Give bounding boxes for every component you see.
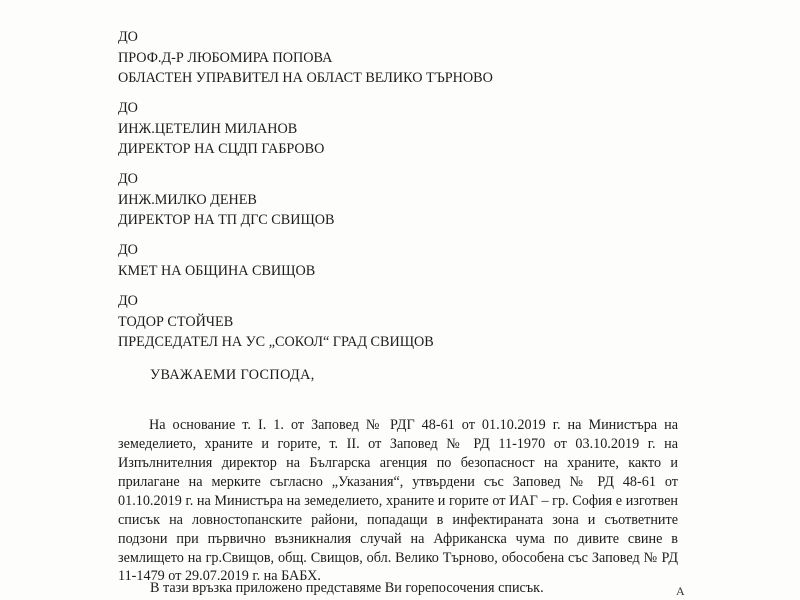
addressee-role: ДИРЕКТОР НА СЦДП ГАБРОВО: [118, 141, 325, 157]
addressee-block-hunting-chairman: [118, 291, 434, 353]
addressee-name: ИНЖ.МИЛКО ДЕНЕВ: [118, 191, 257, 208]
addressee-name: ПРОФ.Д-Р ЛЮБОМИРА ПОПОВА: [118, 49, 333, 66]
addressee-block-sctdp-director: [118, 98, 324, 160]
addressee-role: КМЕТ НА ОБЩИНА СВИЩОВ: [118, 262, 316, 279]
addressee-to-label: ДО: [118, 29, 138, 45]
addressee-block-mayor: [118, 240, 315, 281]
addressee-block-dgs-director: [118, 169, 335, 231]
letter-closing-line: В тази връзка приложено представяме Ви горепосочения списък.: [150, 580, 544, 596]
letter-greeting: УВАЖАЕМИ ГОСПОДА,: [150, 367, 315, 383]
addressee-to-label: ДО: [118, 100, 138, 116]
addressee-role: ОБЛАСТЕН УПРАВИТЕЛ НА ОБЛАСТ ВЕЛИКО ТЪРНОВО: [118, 70, 493, 86]
addressee-to-label: ДО: [118, 242, 138, 258]
addressee-block-regional-governor: [118, 27, 493, 89]
addressee-role: ДИРЕКТОР НА ТП ДГС СВИЩОВ: [118, 212, 335, 228]
addressee-name: ТОДОР СТОЙЧЕВ: [118, 313, 234, 330]
page-corner-mark: А: [676, 584, 685, 598]
addressee-role: ПРЕДСЕДАТЕЛ НА УС „СОКОЛ“ ГРАД СВИЩОВ: [118, 334, 434, 350]
addressee-to-label: ДО: [118, 171, 138, 187]
addressee-to-label: ДО: [118, 293, 138, 309]
addressee-name: ИНЖ.ЦЕТЕЛИН МИЛАНОВ: [118, 120, 298, 137]
letter-body-paragraph: На основание т. I. 1. от Заповед № РДГ 48-61 от 01.10.2019 г. на Министъра на земеделието, храните и горите, т. II. от Заповед № РД 11-1970 от 03.10.2019 г. на Изпълнителния директор на Българска агенция по безопасност на храните, както и прилагане на мерките съгласно „Указания“, утвърдени със Заповед № РД 48-61 от 01.10.2019 г. на Министъра на земеделието, храните и горите от ИАГ – гр. София е изготвен списък на ловностопанските райони, попадащи в инфектираната зона и съответните подзони при първично възникналия случай на Африканска чума по дивите свине в землището на гр.Свищов, общ. Свищов, обл. Велико Търново, обособена със Заповед № РД 11-1479 от 29.07.2019 г. на БАБХ.: [118, 417, 678, 585]
